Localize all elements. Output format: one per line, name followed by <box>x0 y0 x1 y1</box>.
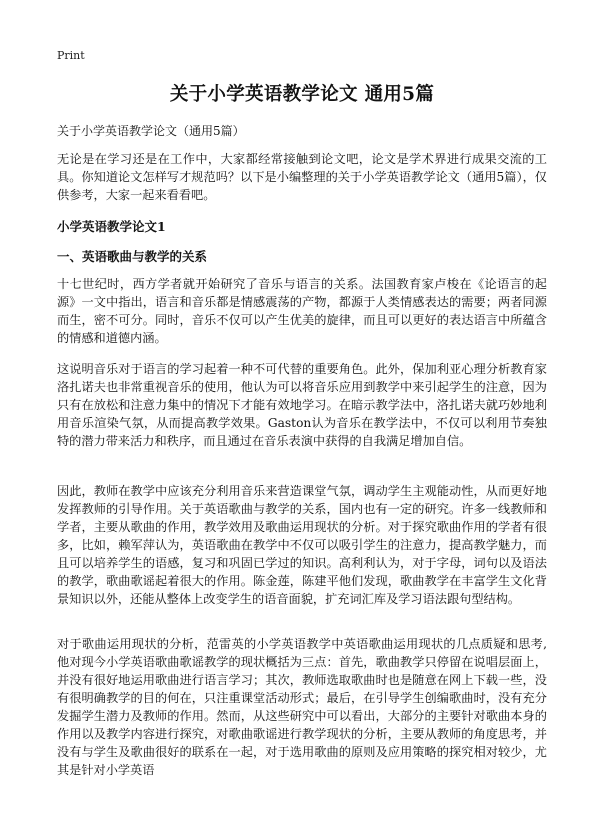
body-paragraph: 对于歌曲运用现状的分析，范雷英的小学英语教学中英语歌曲运用现状的几点质疑和思考,他对现今小学英语歌曲歌谣教学的现状概括为三点：首先，歌曲教学只停留在说唱层面上，并没有很好地运用歌曲进行语言学习；其次，教师选取歌曲时也是随意在网上下载一些，没有很明确教学的目的何在，只注重课堂活动形式；最后，在引导学生创编歌曲时，没有充分发掘学生潜力及教师的作用。然而，从这些研究中可以看出，大部分的主要针对歌曲本身的作用以及教学内容进行探究，对歌曲歌谣进行教学现状的分析，主要从教师的角度思考，并没有与学生及歌曲很好的联系在一起，对于选用歌曲的原则及应用策略的探究相对较少，尤其是针对小学英语 <box>57 637 547 777</box>
sub-heading: 一、英语歌曲与教学的关系 <box>57 249 208 264</box>
body-paragraph: 这说明音乐对于语言的学习起着一种不可代替的重要角色。此外，保加利亚心理分析教育家洛扎诺夫也非常重视音乐的使用，他认为可以将音乐应用到教学中来引起学生的注意，因为只有在放松和注意力集中的情况下才能有效地学习。在暗示教学法中，洛扎诺夫就巧妙地利用音乐渲染气氛，从而提高教学效果。Gaston认为音乐在教学法中，不仅可以利用节奏独特的潜力带来活力和秩序，而且通过在音乐表演中获得的自我满足增加自信。 <box>57 362 547 448</box>
page-title: 关于小学英语教学论文 通用5篇 <box>169 84 435 105</box>
intro-paragraph: 无论是在学习还是在工作中，大家都经常接触到论文吧，论文是学术界进行成果交流的工具。你知道论文怎样写才规范吗？以下是小编整理的关于小学英语教学论文（通用5篇），仅供参考，大家一起来看看吧。 <box>57 152 547 202</box>
body-paragraph: 因此，教师在教学中应该充分利用音乐来营造课堂气氛，调动学生主观能动性，从而更好地发挥教师的引导作用。关于英语歌曲与教学的关系，国内也有一定的研究。许多一线教师和学者，主要从歌曲的作用，教学效用及歌曲运用现状的分析。对于探究歌曲作用的学者有很多，比如，赖军萍认为，英语歌曲在教学中不仅可以吸引学生的注意力，提高教学魅力，而且可以培养学生的语感，复习和巩固已学过的知识。高利利认为，对于字母，词句以及语法的教学，歌曲歌谣起着很大的作用。陈金莲，陈建平他们发现，歌曲教学在丰富学生文化背景知识以外，还能从整体上改变学生的语音面貌，扩充词汇库及学习语法跟句型结构。 <box>57 484 547 606</box>
body-paragraph: 十七世纪时，西方学者就开始研究了音乐与语言的关系。法国教育家卢梭在《论语言的起源》一文中指出，语言和音乐都是情感震荡的产物，都源于人类情感表达的需要；两者同源而生，密不可分。同时，音乐不仅可以产生优美的旋律，而且可以更好的表达语言中所蕴含的情感和道德内涵。 <box>57 277 547 345</box>
print-link[interactable]: Print <box>57 49 85 62</box>
document-subtitle: 关于小学英语教学论文（通用5篇） <box>57 124 245 138</box>
section-heading: 小学英语教学论文1 <box>57 219 166 234</box>
